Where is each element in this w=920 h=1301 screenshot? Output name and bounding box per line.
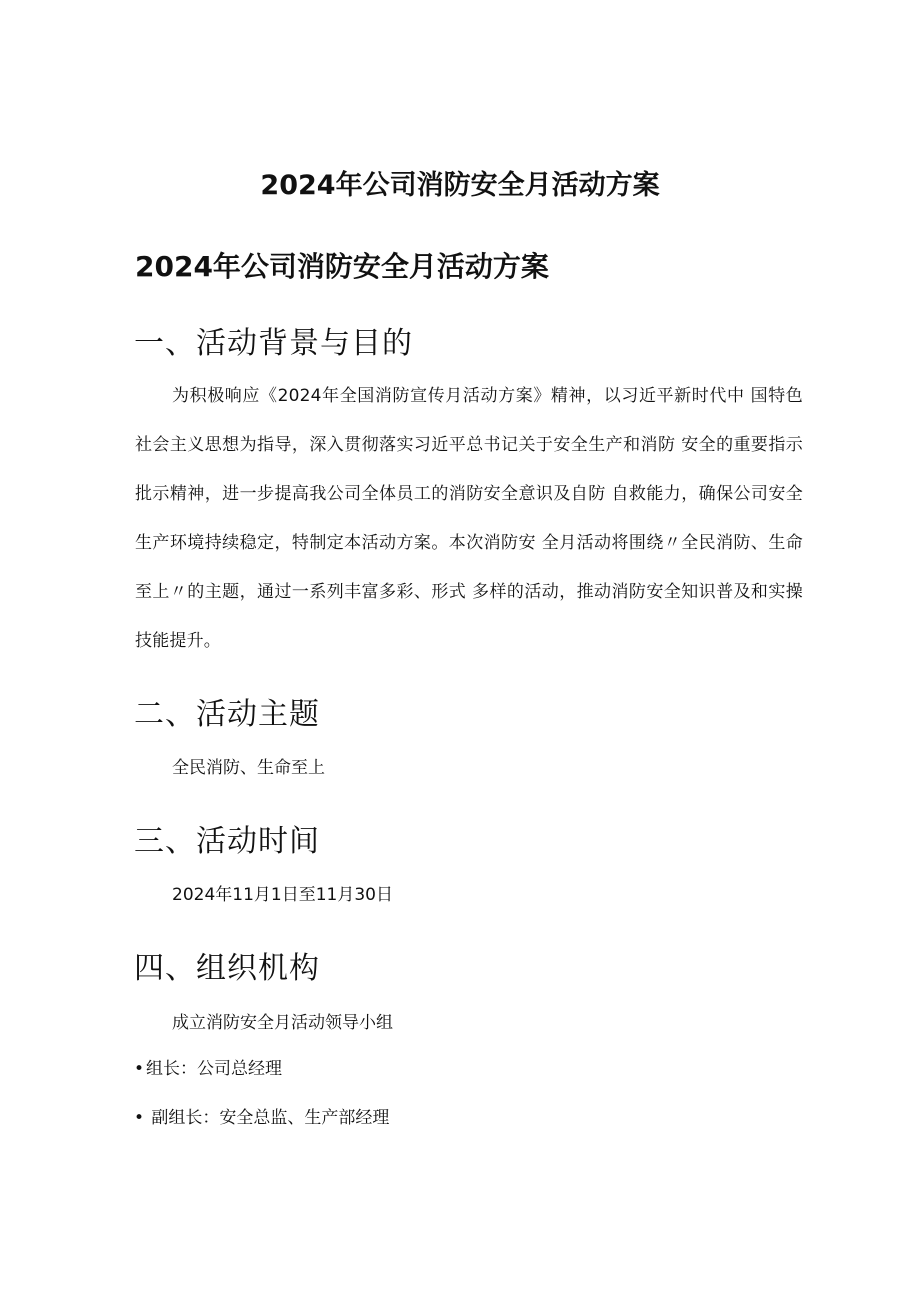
section-text-theme: 全民消防、生命至上 [172, 758, 325, 778]
list-item-leader [134, 1055, 282, 1083]
section-text-time: 2024年11月1日至11月30日 [172, 885, 393, 905]
section-heading-theme: 二、活动主题 [134, 697, 320, 732]
section-heading-background: 一、活动背景与目的 [134, 326, 413, 361]
list-item-text: 副组长：安全总监、生产部经理 [146, 1108, 390, 1128]
section-paragraph-background: 为积极响应《2024年全国消防宣传月活动方案》精神，以习近平新时代中 国特色社会主义思想为指导，深入贯彻落实习近平总书记关于安全生产和消防 安全的重要指示批示精神，进一步提高我公司全体员工的消防安全意识及自防 自救能力，确保公司安全生产环境持续稳定，特制定本活动方案。本次消防安 全月活动将围绕〃全民消防、生命至上〃的主题，通过一系列丰富多彩、形式 多样的活动，推动消防安全知识普及和实操技能提升。 [135, 386, 803, 651]
section-heading-organization: 四、组织机构 [134, 951, 320, 986]
section-text-organization: 成立消防安全月活动领导小组 [172, 1013, 393, 1033]
document-subtitle: 2024年公司消防安全月活动方案 [135, 250, 549, 283]
bullet-icon: • [134, 1108, 145, 1128]
list-item-text: 组长：公司总经理 [146, 1059, 283, 1079]
list-item-deputy-leader [134, 1104, 389, 1132]
bullet-icon: • [134, 1059, 145, 1079]
section-heading-time: 三、活动时间 [134, 824, 320, 859]
document-title: 2024年公司消防安全月活动方案 [260, 170, 660, 201]
